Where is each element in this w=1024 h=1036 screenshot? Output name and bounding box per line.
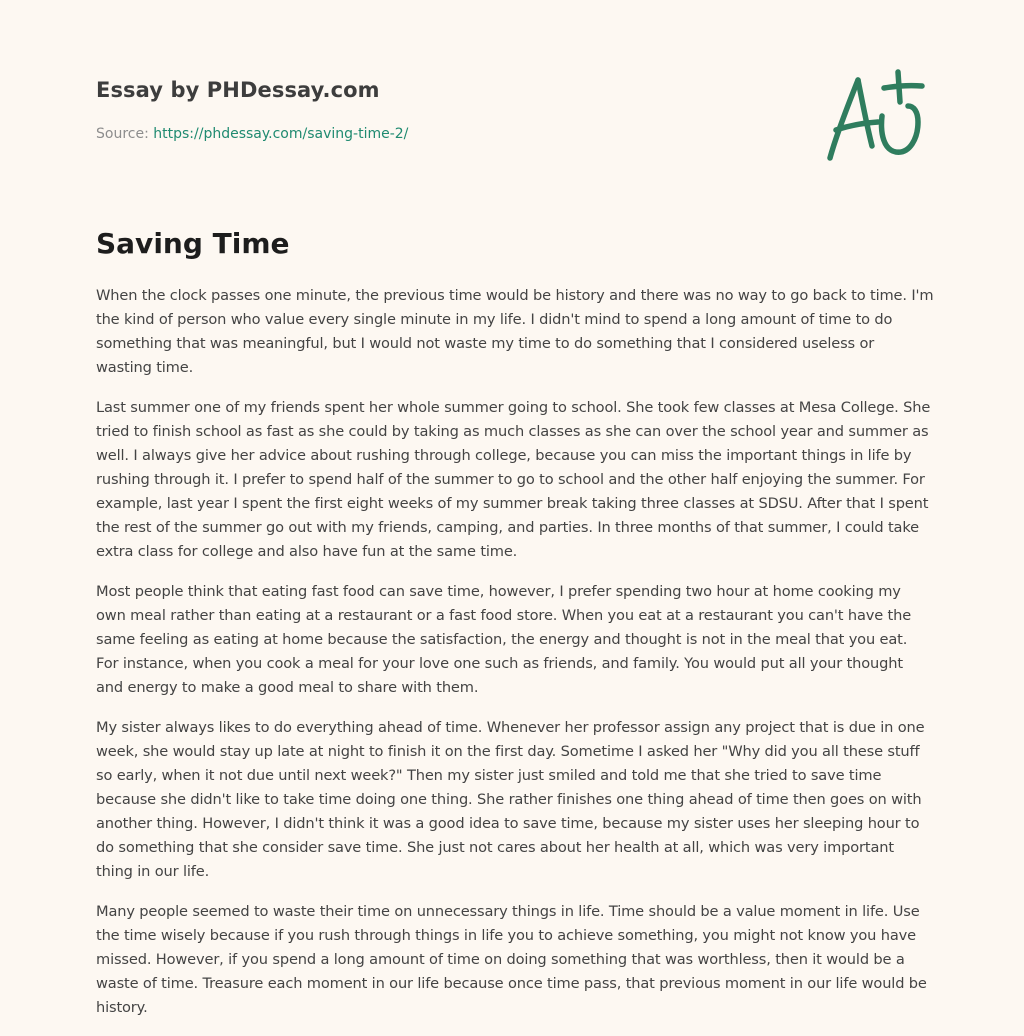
- brand-title: Essay by PHDessay.com: [96, 78, 380, 102]
- essay-paragraph: When the clock passes one minute, the previous time would be history and there was no way to go back to time. I'm the kind of person who value every single minute in my life. I didn't mind to spend a long amount of time to do something that was meaningful, but I would not waste my time to do something that I considered useless or wasting time.: [96, 287, 934, 376]
- a-plus-grade-icon: [822, 66, 930, 166]
- essay-title: Saving Time: [96, 227, 290, 260]
- source-link[interactable]: https://phdessay.com/saving-time-2/: [153, 126, 409, 142]
- essay-body: [96, 284, 934, 1036]
- document-header: [96, 76, 656, 144]
- source-label: Source:: [96, 126, 154, 142]
- essay-paragraph: Last summer one of my friends spent her whole summer going to school. She took few classes at Mesa College. She tried to finish school as fast as she could by taking as much classes as she can over the school year and summer as well. I always give her advice about rushing through college, because you can miss the important things in life by rushing through it. I prefer to spend half of the summer to go to school and the other half enjoying the summer. For example, last year I spent the first eight weeks of my summer break taking three classes at SDSU. After that I spent the rest of the summer go out with my friends, camping, and parties. In three months of that summer, I could take extra class for college and also have fun at the same time.: [96, 399, 931, 560]
- source-line: [96, 124, 656, 144]
- essay-paragraph: Many people seemed to waste their time on unnecessary things in life. Time should be a value moment in life. Use the time wisely because if you rush through things in life you to achieve something, you might not know you have missed. However, if you spend a long amount of time on doing something that was worthless, then it would be a waste of time. Treasure each moment in our life because once time pass, that previous moment in our life would be history.: [96, 903, 927, 1016]
- essay-paragraph: My sister always likes to do everything ahead of time. Whenever her professor assign any project that is due in one week, she would stay up late at night to finish it on the first day. Sometime I asked her "Why did you all these stuff so early, when it not due until next week?" Then my sister just smiled and told me that she tried to save time because she didn't like to take time doing one thing. She rather finishes one thing ahead of time then goes on with another thing. However, I didn't think it was a good idea to save time, because my sister uses her sleeping hour to do something that she consider save time. She just not cares about her health at all, which was very important thing in our life.: [96, 719, 925, 880]
- essay-paragraph: Most people think that eating fast food can save time, however, I prefer spending two hour at home cooking my own meal rather than eating at a restaurant or a fast food store. When you eat at a restaurant you can't have the same feeling as eating at home because the satisfaction, the energy and thought is not in the meal that you eat. For instance, when you cook a meal for your love one such as friends, and family. You would put all your thought and energy to make a good meal to share with them.: [96, 583, 912, 696]
